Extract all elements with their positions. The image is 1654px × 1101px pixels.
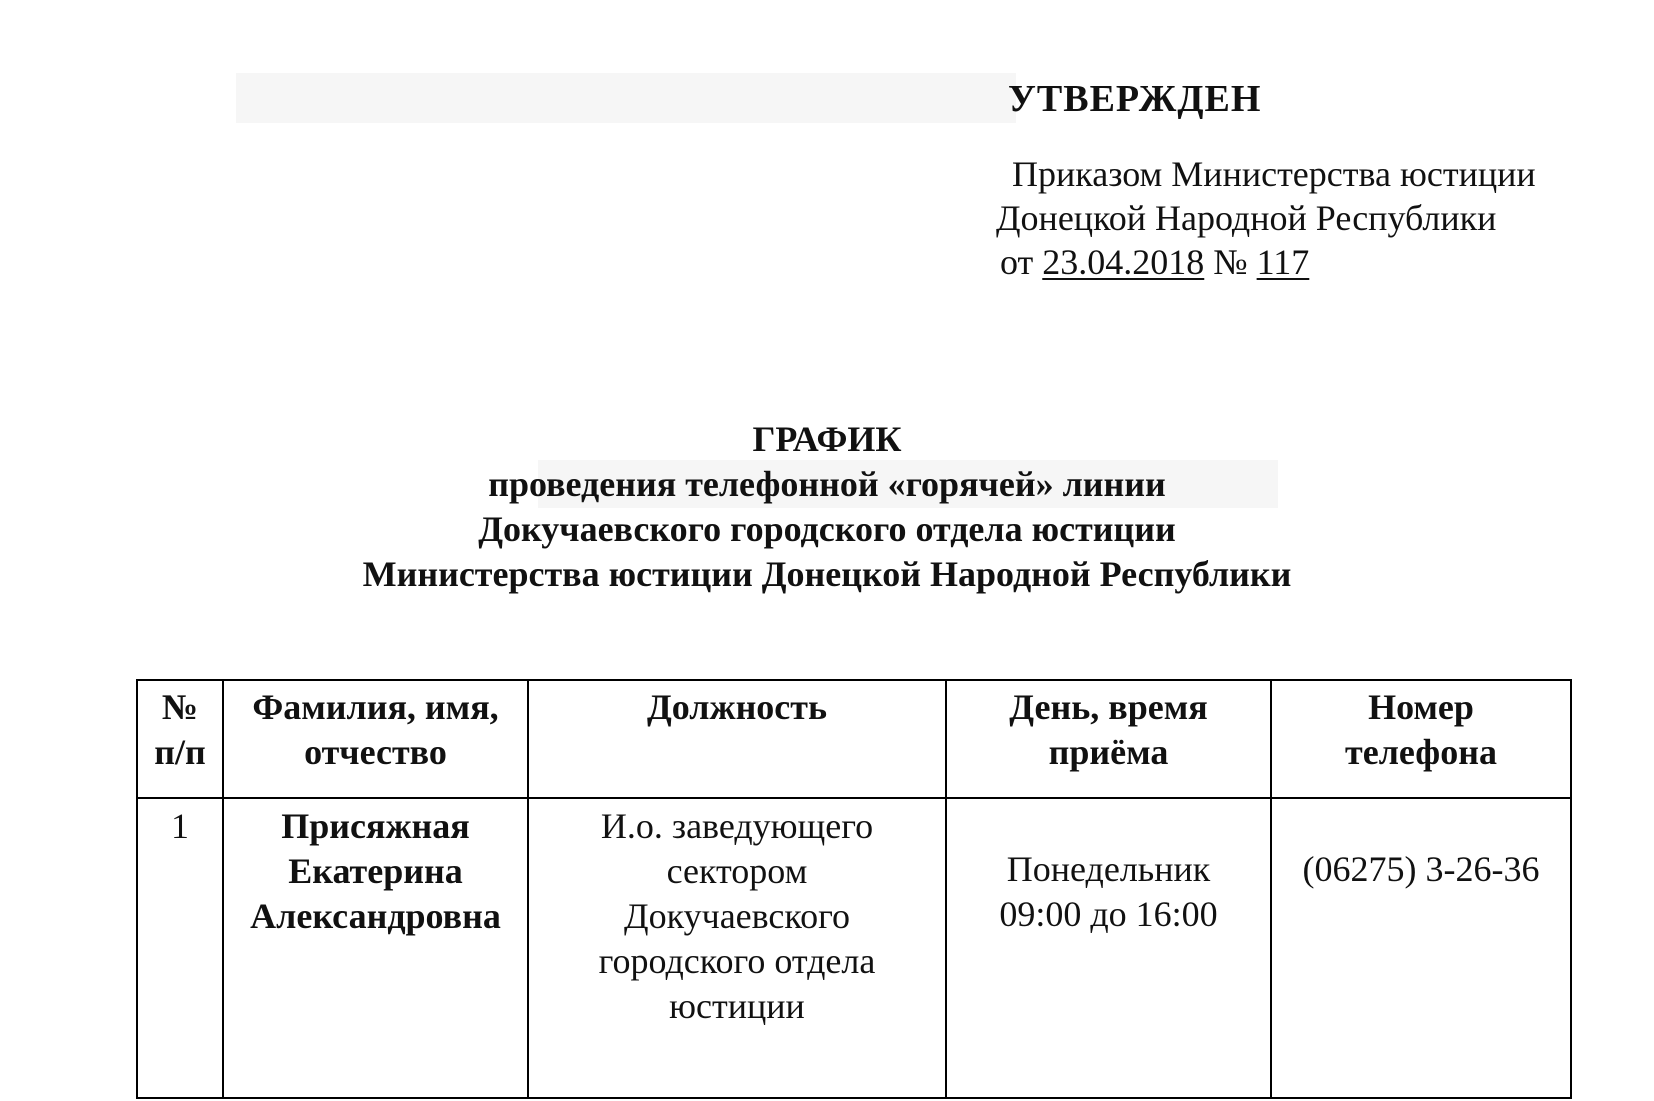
column-header-phone: Номер телефона <box>1271 680 1571 798</box>
approval-number: 117 <box>1256 242 1310 282</box>
schedule-table <box>136 679 1572 1099</box>
cell-phone: (06275) 3-26-36 <box>1271 798 1571 1098</box>
approval-number-sign: № <box>1213 242 1248 282</box>
document-subtitle-line: проведения телефонной «горячей» линии <box>488 464 1166 504</box>
cell-name: Присяжная Екатерина Александровна <box>223 798 528 1098</box>
approval-order-line: Приказом Министерства юстиции <box>1012 154 1536 194</box>
approval-title: УТВЕРЖДЕН <box>1008 78 1262 120</box>
column-header-number: № п/п <box>137 680 223 798</box>
approval-from-label: от <box>1000 242 1034 282</box>
header-highlight <box>236 73 1016 123</box>
approval-republic-line: Донецкой Народной Республики <box>996 198 1497 238</box>
cell-position: И.о. заведующего сектором Докучаевского городского отдела юстиции <box>528 798 946 1098</box>
table-row <box>137 798 1571 1098</box>
column-header-time: День, время приёма <box>946 680 1271 798</box>
table-header-row <box>137 680 1571 798</box>
approval-date: 23.04.2018 <box>1042 242 1205 282</box>
cell-number: 1 <box>137 798 223 1098</box>
document-subtitle-line: Министерства юстиции Донецкой Народной Республики <box>362 554 1292 594</box>
document-title: ГРАФИК <box>752 419 902 459</box>
approval-date-line <box>1000 240 1309 284</box>
cell-time: Понедельник 09:00 до 16:00 <box>946 798 1271 1098</box>
column-header-position: Должность <box>528 680 946 798</box>
document-subtitle-line: Докучаевского городского отдела юстиции <box>478 509 1176 549</box>
column-header-name: Фамилия, имя, отчество <box>223 680 528 798</box>
